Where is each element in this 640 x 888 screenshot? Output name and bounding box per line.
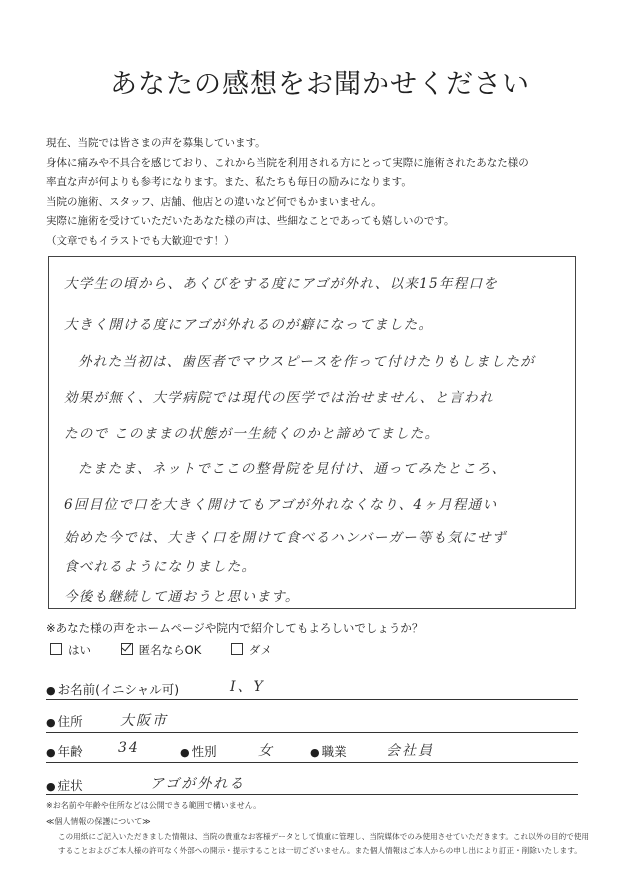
handwritten-line: 今後も継続して通おうと思います。 (64, 589, 300, 605)
consent-option-yes[interactable]: はい (50, 642, 91, 658)
age-label: ● 年齢 (46, 744, 83, 759)
gender-value: 女 (258, 743, 274, 759)
handwritten-line: たので このままの状態が一生続くのかと諦めてました。 (64, 426, 440, 442)
intro-line: 率直な声が何よりも参考になります。また、私たちも毎日の励みになります。 (46, 176, 412, 188)
handwritten-line: 始めた今では、大きく口を開けて食べるハンバーガー等も気にせず (64, 530, 507, 546)
checkbox-yes[interactable] (50, 643, 62, 655)
checkbox-no[interactable] (231, 643, 243, 655)
name-label: ● お名前(イニシャル可) (46, 682, 180, 697)
privacy-line: この用紙にご記入いただきました情報は、当院の貴重なお客様データとして慎重に管理し、当院媒体でのみ使用させていただきます。これ以外の目的で使用 (58, 832, 589, 841)
handwritten-line: 大きく開ける度にアゴが外れるのが癖になってました。 (64, 317, 434, 333)
symptom-value: アゴが外れる (150, 776, 246, 792)
handwritten-line: たまたま、ネットでここの整骨院を見付け、通ってみたところ、 (78, 461, 507, 477)
address-label: ● 住所 (46, 714, 83, 729)
privacy-heading: ≪個人情報の保護について≫ (46, 817, 151, 826)
disclosure-note: ※お名前や年齢や住所などは公開できる範囲で構いません。 (46, 801, 262, 810)
field-underline (46, 699, 578, 700)
intro-line: 身体に痛みや不具合を感じており、これから当院を利用される方にとって実際に施術されたあなた様の (46, 156, 529, 169)
privacy-line: することおよびご本人様の許可なく外部への開示・提示することは一切ございません。また個人情報はご本人からの申し出により訂正・削除いたします。 (58, 846, 582, 855)
address-value: 大阪市 (120, 713, 168, 729)
intro-line: 実際に施術を受けていただいたあなた様の声は、些細なことであっても嬉しいのです。 (46, 215, 455, 227)
age-value: 34 (118, 740, 140, 756)
intro-line: （文章でもイラストでも大歓迎です！） (46, 234, 235, 247)
intro-line: 当院の施術、スタッフ、店舗、他店との違いなど何でもかまいません。 (46, 195, 382, 208)
handwritten-line: 効果が無く、大学病院では現代の医学では治せません、と言われ (64, 390, 494, 406)
handwritten-line: 大学生の頃から、あくびをする度にアゴが外れ、以来15年程口を (64, 276, 499, 292)
consent-option-no[interactable]: ダメ (231, 642, 272, 658)
name-value: I、Y (230, 679, 265, 695)
checkbox-anonymous[interactable] (121, 643, 133, 655)
symptom-label: ● 症状 (46, 778, 83, 793)
consent-question: ※あなた様の声をホームページや院内で紹介してもよろしいでしょうか？ (46, 621, 424, 635)
consent-option-anonymous[interactable]: 匿名ならOK (121, 642, 202, 658)
handwritten-line: 食べれるようになりました。 (64, 559, 257, 575)
field-underline (46, 732, 578, 733)
privacy-text (58, 830, 589, 858)
field-underline (46, 794, 578, 795)
consent-options (50, 642, 298, 658)
job-value: 会社員 (386, 743, 434, 759)
handwritten-line: 外れた当初は、歯医者でマウスピースを作って付けたりもしましたが (78, 354, 535, 370)
handwritten-line: 6回目位で口を大きく開けてもアゴが外れなくなり、4ヶ月程通い (64, 497, 498, 513)
page-title: あなたの感想をお聞かせください (110, 69, 530, 100)
field-underline (46, 762, 578, 763)
intro-text (46, 134, 529, 251)
intro-line: 現在、当院では皆さまの声を募集しています。 (46, 137, 266, 149)
gender-label: ● 性別 (180, 744, 217, 759)
job-label: ● 職業 (310, 744, 347, 759)
